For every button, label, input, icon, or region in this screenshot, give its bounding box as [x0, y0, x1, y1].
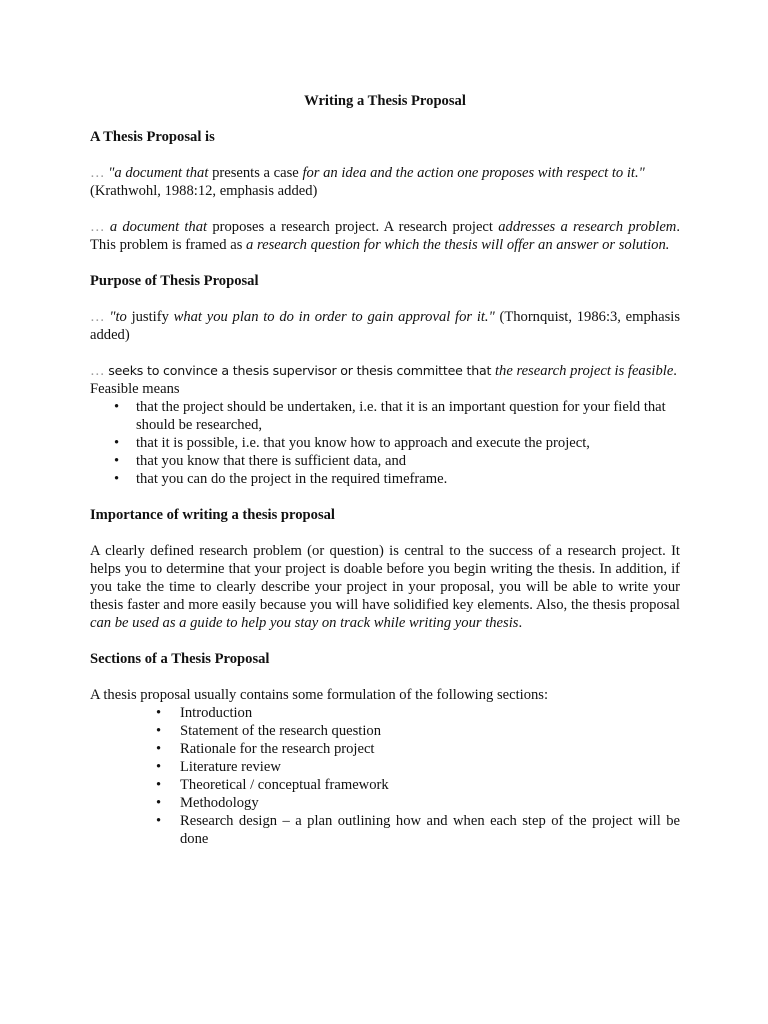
italic-text: "a document that [108, 165, 209, 181]
italic-text: addresses a research problem [498, 219, 677, 235]
bullet-icon: • [114, 471, 120, 487]
ellipsis: … [90, 363, 105, 379]
section-heading-sections: Sections of a Thesis Proposal [90, 651, 270, 667]
list-item [90, 470, 680, 488]
body-text: A clearly defined research problem (or question) is central to the success of a research project. It helps you to determine that your project is doable before you begin writing the thesis. In addition, if you take the time to clearly describe your project in your proposal, you will be able to write your thesis faster and more easily because you will have solidified key elements. Also, the thesis proposal [90, 543, 680, 613]
list-item [90, 794, 680, 812]
ellipsis: … [90, 219, 105, 235]
list-item-text: Literature review [180, 759, 281, 775]
body-text: Feasible means [90, 381, 180, 397]
italic-text: what you plan to do in order to gain approval for it." [173, 309, 495, 325]
bullet-icon: • [156, 813, 162, 829]
sections-intro: A thesis proposal usually contains some formulation of the following sections: [90, 687, 549, 703]
bullet-icon: • [114, 435, 120, 451]
list-item-text: that you can do the project in the required timeframe. [136, 471, 448, 487]
body-text: . [673, 363, 677, 379]
list-item-text: Methodology [180, 795, 259, 811]
list-item [90, 704, 680, 722]
quote-paragraph-krathwohl [90, 164, 680, 200]
list-item-text: Statement of the research question [180, 723, 381, 739]
list-item [90, 434, 680, 452]
body-text: proposes a research project. A research project [207, 219, 499, 235]
bullet-icon: • [156, 759, 162, 775]
ellipsis: … [90, 165, 105, 181]
italic-text: for an idea and the action one proposes with respect to it." [302, 165, 645, 181]
list-item-text: Research design – a plan outlining how and when each step of the project will be done [180, 813, 680, 847]
section-heading-purpose: Purpose of Thesis Proposal [90, 273, 259, 289]
importance-paragraph [90, 542, 680, 632]
list-item [90, 812, 680, 848]
bullet-icon: • [156, 723, 162, 739]
quote-paragraph-thornquist [90, 308, 680, 344]
bullet-icon: • [156, 777, 162, 793]
list-item [90, 722, 680, 740]
italic-text: the research project is feasible [494, 363, 674, 379]
bullet-icon: • [114, 453, 120, 469]
sans-text: seeks to convince a thesis supervisor or thesis committee that [108, 363, 492, 378]
italic-text: a document that [109, 219, 208, 235]
list-item-text: that the project should be undertaken, i.e. that it is an important question for your field that should be researched, [136, 399, 666, 433]
list-item [90, 740, 680, 758]
section-heading-importance: Importance of writing a thesis proposal [90, 507, 335, 523]
body-text: . This problem is framed as [90, 219, 681, 253]
section-heading-thesis-proposal-is: A Thesis Proposal is [90, 129, 215, 145]
list-item [90, 776, 680, 794]
citation: (Thornquist, 1986:3, emphasis added) [90, 309, 680, 343]
document-title: Writing a Thesis Proposal [304, 93, 466, 109]
italic-text: can be used as a guide to help you stay on track while writing your thesis [90, 615, 519, 631]
list-item-text: that it is possible, i.e. that you know how to approach and execute the project, [136, 435, 590, 451]
list-item [90, 758, 680, 776]
citation: (Krathwohl, 1988:12, emphasis added) [90, 183, 318, 199]
italic-text: "to [109, 309, 127, 325]
bullet-icon: • [156, 795, 162, 811]
feasibility-list [90, 398, 680, 488]
list-item-text: Introduction [180, 705, 253, 721]
list-item-text: Theoretical / conceptual framework [180, 777, 389, 793]
list-item [90, 398, 680, 434]
body-text: presents a case [208, 165, 303, 181]
ellipsis: … [90, 309, 105, 325]
list-item-text: that you know that there is sufficient data, and [136, 453, 407, 469]
feasibility-paragraph [90, 362, 680, 398]
definition-paragraph [90, 218, 680, 254]
bullet-icon: • [156, 705, 162, 721]
body-text: . [518, 615, 523, 631]
sections-list [90, 704, 680, 848]
italic-text: a research question for which the thesis will offer an answer or solution. [246, 237, 670, 253]
body-text: justify [126, 309, 174, 325]
list-item-text: Rationale for the research project [180, 741, 375, 757]
bullet-icon: • [114, 399, 120, 415]
list-item [90, 452, 680, 470]
bullet-icon: • [156, 741, 162, 757]
